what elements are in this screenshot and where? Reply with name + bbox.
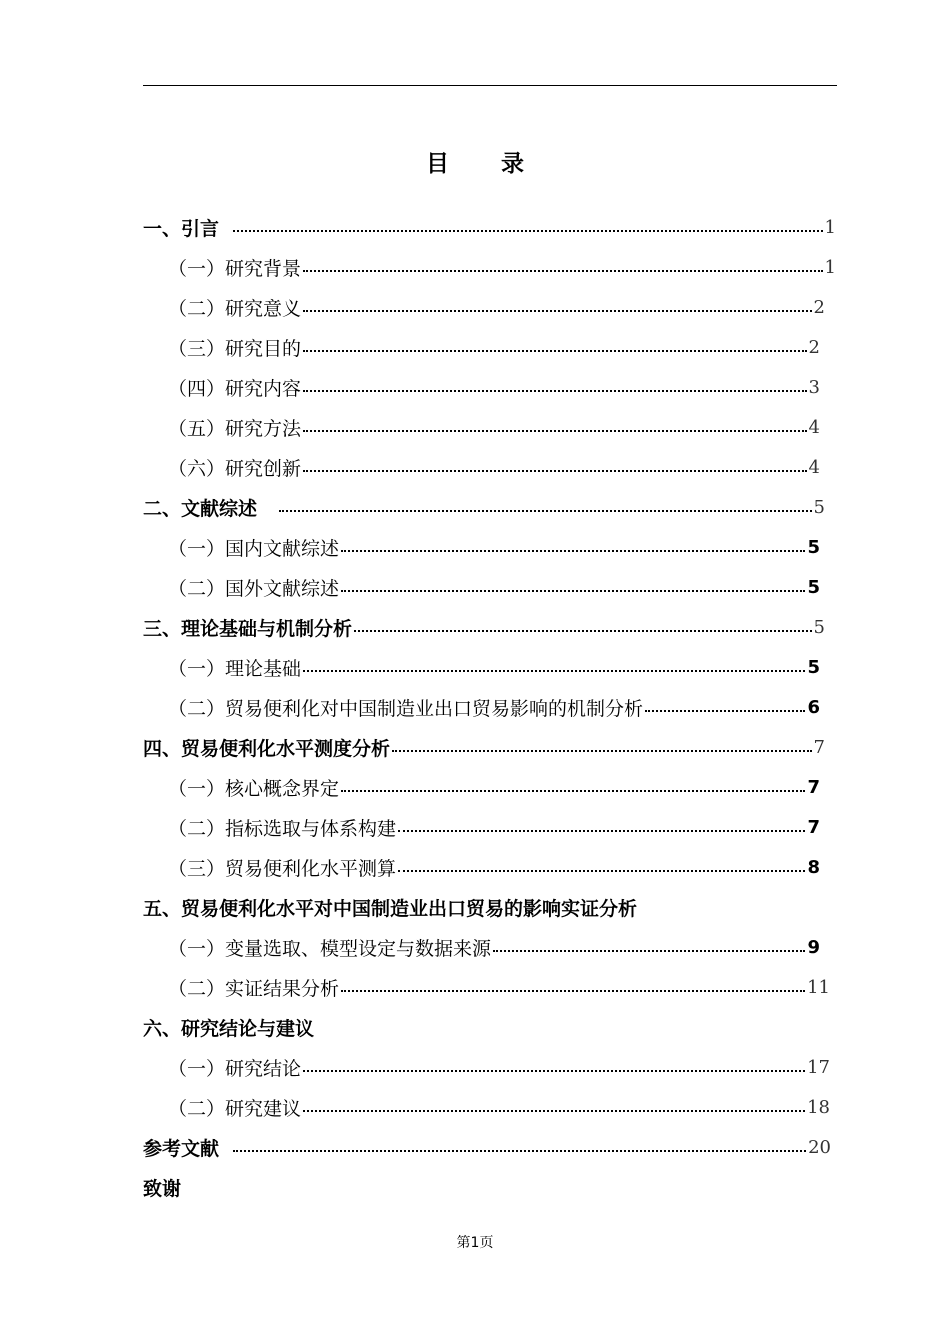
toc-entry-references[interactable] — [143, 1127, 831, 1167]
toc-entry-1-6[interactable] — [168, 447, 820, 487]
dot-leader — [341, 530, 805, 552]
dot-leader — [303, 250, 823, 272]
toc-entry-label: （一）研究背景 — [168, 257, 302, 280]
dot-leader — [341, 570, 805, 592]
toc-entry-page: 20 — [808, 1136, 831, 1158]
toc-entry-intro[interactable] — [143, 207, 836, 247]
toc-entry-label: （一）变量选取、模型设定与数据来源 — [168, 937, 492, 960]
toc-entry-label: （二）研究建议 — [168, 1097, 302, 1120]
toc-entry-label: （一）理论基础 — [168, 657, 302, 680]
toc-entry-label: （二）贸易便利化对中国制造业出口贸易影响的机制分析 — [168, 697, 644, 720]
dot-leader — [303, 650, 805, 672]
toc-entry-label: 二、文献综述 — [143, 497, 258, 520]
toc-entry-label: （三）研究目的 — [168, 337, 302, 360]
toc-entry-page: 18 — [807, 1096, 830, 1118]
toc-entry-page: 9 — [807, 936, 820, 958]
toc-entry-2-2[interactable] — [168, 567, 820, 607]
toc-entry-3-1[interactable] — [168, 647, 820, 687]
toc-entry-acknowledgements[interactable] — [143, 1167, 825, 1207]
toc-entry-label: （一）研究结论 — [168, 1057, 302, 1080]
toc-entry-2-1[interactable] — [168, 527, 820, 567]
toc-entry-1-5[interactable] — [168, 407, 820, 447]
toc-entry-page: 11 — [807, 976, 830, 998]
toc-entry-6-1[interactable] — [168, 1047, 830, 1087]
dot-leader — [233, 1130, 806, 1152]
toc-entry-label: （一）核心概念界定 — [168, 777, 340, 800]
toc-entry-page: 5 — [813, 616, 825, 638]
toc-entry-label: 三、理论基础与机制分析 — [143, 617, 353, 640]
toc-entry-page: 7 — [807, 776, 820, 798]
toc-entry-4-3[interactable] — [168, 847, 820, 887]
toc-entry-label: （二）国外文献综述 — [168, 577, 340, 600]
toc-entry-page: 3 — [808, 376, 820, 398]
toc-entry-page: 4 — [808, 416, 820, 438]
toc-entry-label: （一）国内文献综述 — [168, 537, 340, 560]
toc-entry-theory[interactable] — [143, 607, 825, 647]
toc-entry-page: 7 — [807, 816, 820, 838]
header-rule — [143, 85, 837, 86]
toc-entry-label: 致谢 — [143, 1177, 182, 1200]
dot-leader — [398, 810, 805, 832]
toc-entry-label: 五、贸易便利化水平对中国制造业出口贸易的影响实证分析 — [143, 897, 638, 920]
dot-leader — [354, 610, 812, 632]
toc-entry-page: 7 — [813, 736, 825, 758]
toc-entry-label: （三）贸易便利化水平测算 — [168, 857, 397, 880]
toc-entry-label: 六、研究结论与建议 — [143, 1017, 315, 1040]
toc-entry-5-2[interactable] — [168, 967, 830, 1007]
dot-leader — [341, 970, 805, 992]
dot-leader — [303, 450, 807, 472]
toc-entry-page: 5 — [813, 496, 825, 518]
toc-entry-label: 参考文献 — [143, 1137, 220, 1160]
dot-leader — [303, 330, 807, 352]
dot-leader — [303, 410, 807, 432]
toc-entry-1-4[interactable] — [168, 367, 820, 407]
toc-entry-page: 1 — [824, 216, 836, 238]
dot-leader — [303, 1050, 805, 1072]
title-char-1: 目 — [426, 151, 449, 177]
toc-entry-1-1[interactable] — [168, 247, 836, 287]
toc-entry-label: （六）研究创新 — [168, 457, 302, 480]
toc-entry-3-2[interactable] — [168, 687, 820, 727]
toc-entry-page: 5 — [807, 656, 820, 678]
toc-entry-label: 一、引言 — [143, 217, 220, 240]
toc-entry-page: 5 — [807, 576, 820, 598]
dot-leader — [233, 210, 823, 232]
toc-entry-page: 1 — [824, 256, 836, 278]
dot-leader — [303, 290, 812, 312]
dot-leader — [398, 850, 805, 872]
toc-entry-measurement[interactable] — [143, 727, 825, 767]
dot-leader — [303, 370, 807, 392]
toc-entry-page: 8 — [807, 856, 820, 878]
dot-leader — [645, 690, 805, 712]
toc-entry-label: （二）实证结果分析 — [168, 977, 340, 1000]
toc-entry-5-1[interactable] — [168, 927, 820, 967]
toc-entry-page: 6 — [807, 696, 820, 718]
toc-entry-1-2[interactable] — [168, 287, 825, 327]
dot-leader — [303, 1090, 805, 1112]
toc-entry-page: 5 — [807, 536, 820, 558]
toc-entry-literature-review[interactable] — [143, 487, 825, 527]
toc-entry-page: 2 — [808, 336, 820, 358]
page-number-footer: 第1页 — [456, 1235, 494, 1251]
toc-entry-page: 2 — [813, 296, 825, 318]
toc-entry-page: 4 — [808, 456, 820, 478]
toc-entry-4-2[interactable] — [168, 807, 820, 847]
dot-leader — [493, 930, 805, 952]
toc-entry-4-1[interactable] — [168, 767, 820, 807]
title-char-2: 录 — [501, 151, 524, 177]
toc-entry-page: 17 — [807, 1056, 830, 1078]
toc-entry-label: （二）指标选取与体系构建 — [168, 817, 397, 840]
toc-entry-conclusions[interactable] — [143, 1007, 825, 1047]
toc-entry-label: （四）研究内容 — [168, 377, 302, 400]
toc-entry-label: （二）研究意义 — [168, 297, 302, 320]
page-title — [0, 145, 950, 178]
toc-entry-empirical[interactable] — [143, 887, 825, 927]
toc-entry-6-2[interactable] — [168, 1087, 830, 1127]
dot-leader — [341, 770, 805, 792]
toc-entry-label: （五）研究方法 — [168, 417, 302, 440]
dot-leader — [392, 730, 812, 752]
toc-entry-label: 四、贸易便利化水平测度分析 — [143, 737, 391, 760]
dot-leader — [279, 490, 812, 512]
toc-entry-1-3[interactable] — [168, 327, 820, 367]
